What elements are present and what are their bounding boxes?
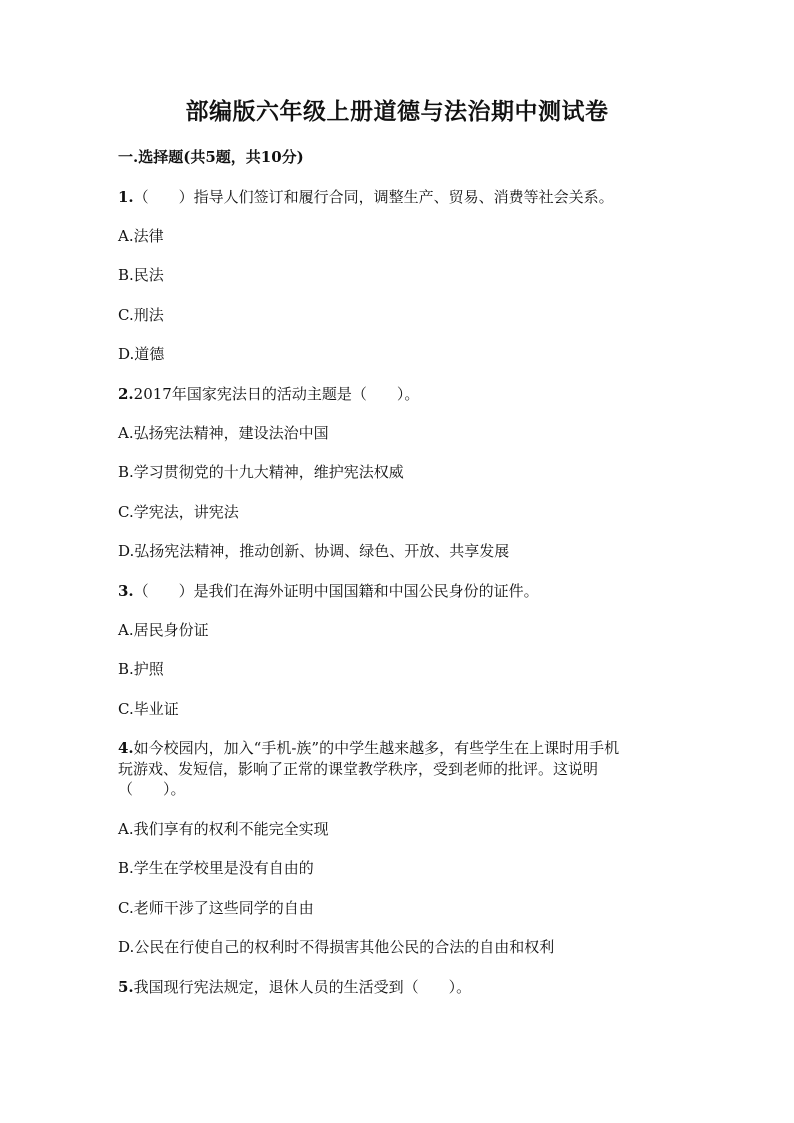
question-text: 我国现行宪法规定，退休人员的生活受到（ ）。 [133,978,472,996]
question-number: 5. [118,978,134,996]
question-1-option-d: D.道德 [118,345,165,363]
question-5-stem [118,977,688,997]
question-text: 如今校园内，加入“手机-族”的中学生越来越多，有些学生在上课时用手机 [133,739,620,757]
question-3-option-a: A.居民身份证 [118,621,209,639]
question-1-stem [118,187,688,207]
question-1-option-b: B.民法 [118,266,164,284]
question-3-stem [118,581,688,601]
question-number: 4. [118,739,134,757]
question-3-option-c: C.毕业证 [118,700,179,718]
question-2-option-a: A.弘扬宪法精神，建设法治中国 [118,424,329,442]
question-text: （ ）是我们在海外证明中国国籍和中国公民身份的证件。 [133,582,539,600]
question-number: 1. [118,188,134,206]
question-text: 2017年国家宪法日的活动主题是（ ）。 [133,385,420,403]
question-2-option-d: D.弘扬宪法精神，推动创新、协调、绿色、开放、共享发展 [118,542,510,560]
question-4-option-d: D.公民在行使自己的权利时不得损害其他公民的合法的自由和权利 [118,938,555,956]
question-4-option-b: B.学生在学校里是没有自由的 [118,859,314,877]
question-3-option-b: B.护照 [118,660,164,678]
question-number: 3. [118,582,134,600]
section-heading: 一.选择题(共5题，共10分) [118,148,304,166]
question-1-option-c: C.刑法 [118,306,164,324]
question-4-stem-line-3: （ ）。 [118,780,186,798]
question-2-stem [118,384,688,404]
question-text: （ ）指导人们签订和履行合同，调整生产、贸易、消费等社会关系。 [133,188,614,206]
question-2-option-c: C.学宪法，讲宪法 [118,503,239,521]
question-4-stem-line-1 [118,738,688,758]
exam-title: 部编版六年级上册道德与法治期中测试卷 [185,98,609,125]
question-2-option-b: B.学习贯彻党的十九大精神，维护宪法权威 [118,463,404,481]
question-1-option-a: A.法律 [118,227,164,245]
question-4-option-c: C.老师干涉了这些同学的自由 [118,899,314,917]
question-number: 2. [118,385,134,403]
question-4-option-a: A.我们享有的权利不能完全实现 [118,820,329,838]
question-4-stem-line-2: 玩游戏、发短信，影响了正常的课堂教学秩序，受到老师的批评。这说明 [118,760,599,778]
